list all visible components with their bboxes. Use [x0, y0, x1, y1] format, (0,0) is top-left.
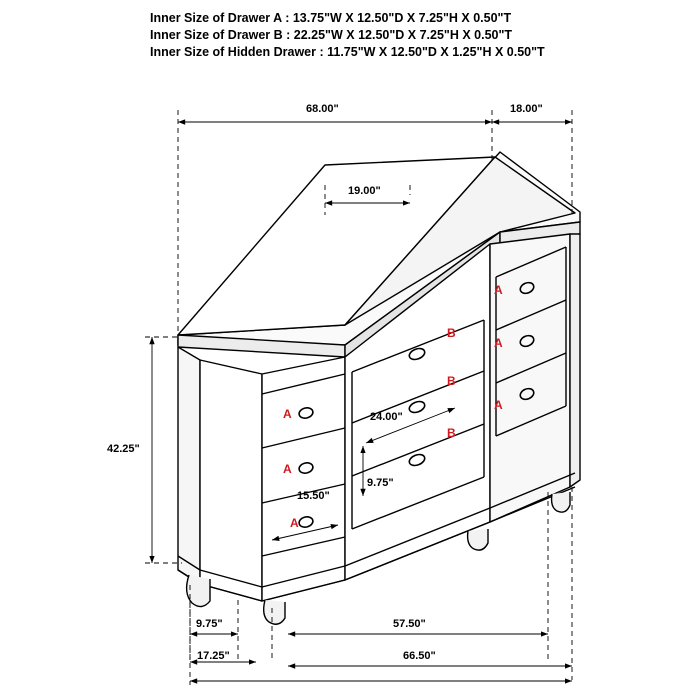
- foot-right: [552, 492, 570, 512]
- label-height-overall: 42.25": [107, 443, 140, 455]
- dresser-left-front-face: [200, 360, 262, 601]
- dresser-left-drawer-bank: [262, 357, 345, 601]
- note-line-drawer-b: Inner Size of Drawer B : 22.25"W X 12.50"D X 7.25"H X 0.50"T: [150, 28, 513, 42]
- note-line-drawer-a: Inner Size of Drawer A : 13.75"W X 12.50"D X 7.25"H X 0.50"T: [150, 11, 512, 25]
- label-base-depth: 17.25": [197, 650, 230, 662]
- label-base-left: 9.75": [196, 618, 223, 630]
- label-drawer-width-left: 15.50": [297, 490, 330, 502]
- label-base-front-total: 66.50": [403, 650, 436, 662]
- label-top-width-main: 68.00": [306, 103, 339, 115]
- dresser-right-edge: [570, 234, 580, 487]
- label-top-depth: 19.00": [348, 185, 381, 197]
- label-base-front-inner: 57.50": [393, 618, 426, 630]
- drawer-letter-center-3: B: [447, 426, 456, 440]
- drawer-letter-right-1: A: [494, 283, 503, 297]
- drawer-letter-right-3: A: [494, 398, 503, 412]
- drawer-letter-left-1: A: [283, 407, 292, 421]
- label-drawer-width-center: 24.00": [370, 411, 403, 423]
- dresser-left-side-panel: [178, 347, 200, 584]
- label-drawer-height-center: 9.75": [367, 477, 394, 489]
- drawer-letter-left-2: A: [283, 462, 292, 476]
- note-line-hidden-drawer: Inner Size of Hidden Drawer : 11.75"W X 12.50"D X 1.25"H X 0.50"T: [150, 45, 545, 59]
- foot-front-right: [468, 529, 488, 550]
- dresser-right-section: [490, 234, 570, 522]
- drawer-letter-left-3: A: [290, 516, 299, 530]
- drawer-letter-center-2: B: [447, 374, 456, 388]
- foot-front-left: [264, 600, 285, 624]
- dresser-illustration: [178, 152, 580, 624]
- label-top-width-right: 18.00": [510, 103, 543, 115]
- drawer-letter-right-2: A: [494, 336, 503, 350]
- drawer-letter-center-1: B: [447, 326, 456, 340]
